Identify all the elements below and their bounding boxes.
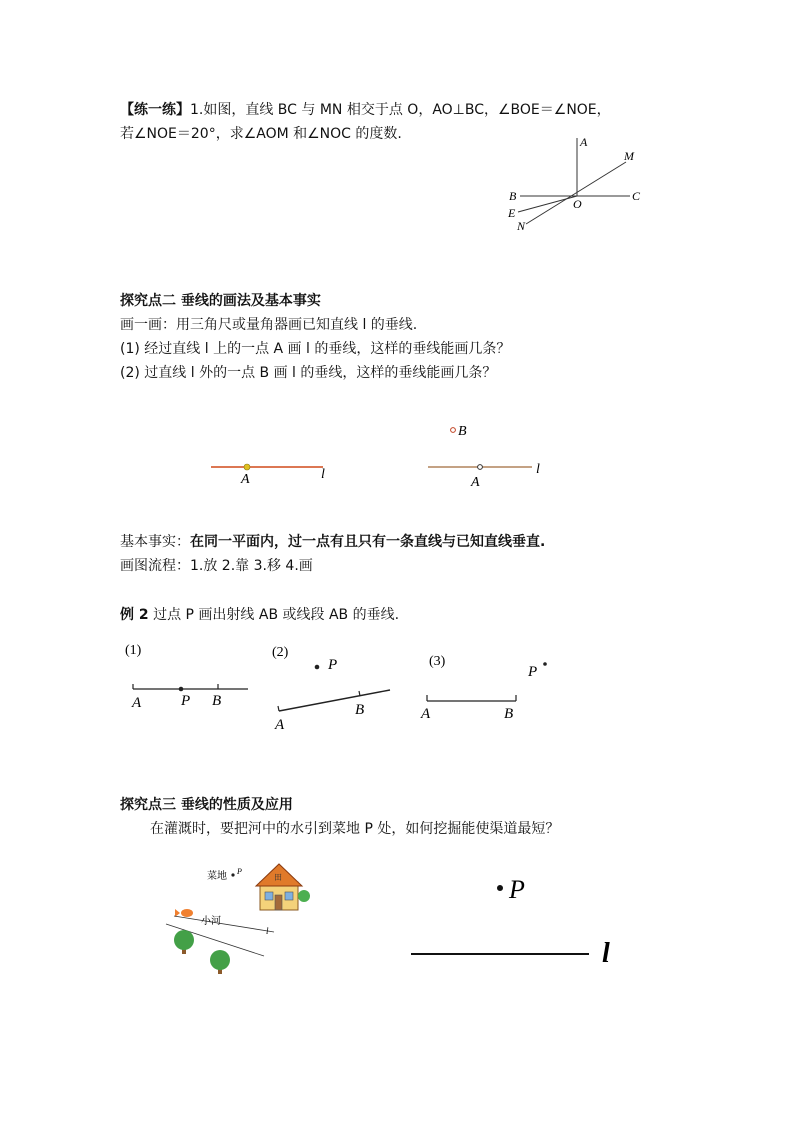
explore2-intro: 画一画：用三角尺或量角器画已知直线 l 的垂线. <box>120 317 418 333</box>
fish-icon <box>175 909 193 917</box>
basic-fact <box>120 532 545 552</box>
point-a <box>478 465 483 470</box>
label-c: C <box>632 189 641 203</box>
river-label: 小河 <box>201 916 221 927</box>
example-figure-1 <box>120 638 255 713</box>
explore3-question: 在灌溉时，要把河中的水引到菜地 P 处，如何挖掘能使渠道最短？ <box>150 821 560 837</box>
point-p <box>543 662 547 666</box>
example2 <box>120 605 399 625</box>
figure-number: (1) <box>125 643 142 658</box>
drawing-process: 画图流程：1.放 2.靠 3.移 4.画 <box>120 558 313 574</box>
explore2-title: 探究点二 垂线的画法及基本事实 <box>120 293 321 309</box>
label-a: A <box>580 135 588 149</box>
explore2-q1: (1) 经过直线 l 上的一点 A 画 l 的垂线，这样的垂线能画几条？ <box>120 341 511 357</box>
label-m: M <box>624 149 634 163</box>
label-a: A <box>275 717 285 733</box>
endpoint-a <box>278 706 279 711</box>
practice-line2: 若∠NOE＝20°，求∠AOM 和∠NOC 的度数. <box>120 126 402 142</box>
example2-text: 过点 P 画出射线 AB 或线段 AB 的垂线. <box>148 607 400 623</box>
irrigation-scene <box>160 858 320 983</box>
label-p: P <box>181 693 191 709</box>
example-figure-3 <box>418 645 558 720</box>
intersecting-lines-figure <box>500 130 660 235</box>
line-mn <box>526 162 626 224</box>
label-a: A <box>471 475 480 490</box>
figure-number: (3) <box>429 654 446 669</box>
point-p <box>315 665 320 670</box>
field-point-p <box>231 873 234 876</box>
label-b: B <box>458 424 467 439</box>
point-p <box>497 885 503 891</box>
field-label: 菜地 <box>207 871 227 882</box>
label-a: A <box>241 472 250 487</box>
practice-line1: 1.如图，直线 BC 与 MN 相交于点 O，AO⊥BC，∠BOE＝∠NOE， <box>190 102 611 118</box>
basic-fact-prefix: 基本事实： <box>120 534 190 550</box>
label-p: P <box>328 657 338 673</box>
label-l: l <box>321 467 325 482</box>
ray-ab <box>279 690 390 711</box>
example2-label: 例 2 <box>120 607 149 623</box>
example-figure-2 <box>268 640 398 735</box>
label-a: A <box>132 695 142 711</box>
label-e: E <box>508 206 516 220</box>
line-with-point-b-figure <box>420 415 560 493</box>
explore3-title: 探究点三 垂线的性质及应用 <box>120 797 293 813</box>
house-icon <box>256 864 310 910</box>
river-l-label: l <box>266 926 269 936</box>
label-l: l <box>602 938 610 969</box>
line-with-point-a-figure <box>205 450 340 490</box>
river-bank-upper <box>174 916 274 932</box>
label-b: B <box>355 702 365 718</box>
label-b: B <box>509 189 517 203</box>
ray-oe <box>518 196 577 212</box>
basic-fact-text: 在同一平面内，过一点有且只有一条直线与已知直线垂直. <box>190 534 546 550</box>
point-p <box>179 687 184 692</box>
label-p: P <box>528 664 538 680</box>
point-line-figure <box>405 870 625 975</box>
point-b <box>451 428 456 433</box>
figure-number: (2) <box>272 645 289 660</box>
label-o: O <box>573 197 582 211</box>
practice-label: 【练一练】 <box>120 102 190 118</box>
label-p: P <box>509 875 525 904</box>
label-l: l <box>536 462 540 477</box>
label-a: A <box>421 706 431 722</box>
point-a <box>244 464 250 470</box>
tree-icon <box>174 930 194 954</box>
label-n: N <box>517 219 526 233</box>
field-p-label: P <box>237 867 242 876</box>
explore2-q2: (2) 过直线 l 外的一点 B 画 l 的垂线，这样的垂线能画几条？ <box>120 365 497 381</box>
label-b: B <box>212 693 222 709</box>
practice-text <box>120 100 611 120</box>
house-sign: 田 <box>274 873 282 882</box>
tree-icon <box>210 950 230 974</box>
label-b: B <box>504 706 514 722</box>
